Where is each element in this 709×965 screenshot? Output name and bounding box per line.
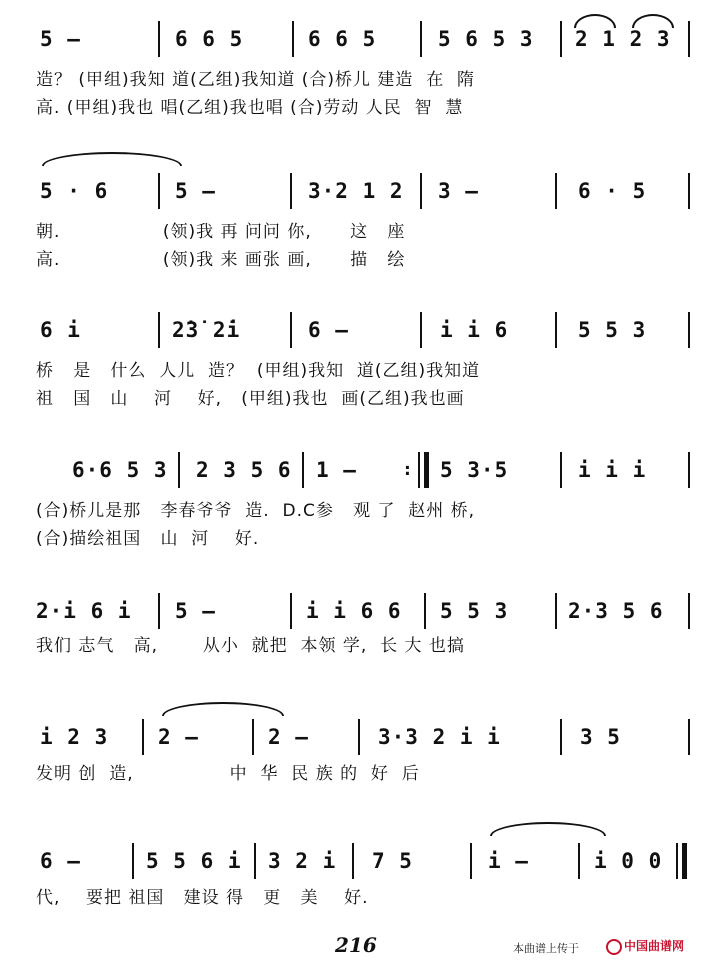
barline xyxy=(290,312,292,348)
measure: i 0 0 xyxy=(594,849,663,873)
measure: i i 6 xyxy=(440,318,509,342)
measure: 3 2 i xyxy=(268,849,337,873)
measure: 3 5 xyxy=(580,725,621,749)
measure: 5 5 6 i xyxy=(146,849,242,873)
barline xyxy=(290,173,292,209)
lyric-line: 造？ (甲组)我知 道(乙组)我知道 (合)桥儿 建造 在 隋 xyxy=(36,70,476,90)
barline xyxy=(142,719,144,755)
barline xyxy=(470,843,472,879)
barline xyxy=(560,719,562,755)
measure: 3·2 1 2 xyxy=(308,179,404,203)
measure: i i i xyxy=(578,458,647,482)
slur xyxy=(490,822,606,836)
measure: 2̇3̇ 2̇i xyxy=(172,318,241,342)
measure: 6 – xyxy=(308,318,349,342)
notes-row xyxy=(0,455,709,485)
upload-credit: 本曲谱上传于 xyxy=(513,942,579,955)
site-logo[interactable] xyxy=(606,937,684,955)
measure: 2 – xyxy=(268,725,309,749)
lyric-line: 高. (甲组)我也 唱(乙组)我也唱 (合)劳动 人民 智 慧 xyxy=(36,98,464,118)
repeat-sign: : xyxy=(402,459,413,480)
barline xyxy=(688,719,690,755)
lyric-line: 我们 志气 高, 从小 就把 本领 学, 长 大 也搞 xyxy=(36,636,465,656)
barline xyxy=(555,593,557,629)
barline xyxy=(290,593,292,629)
barline xyxy=(578,843,580,879)
barline xyxy=(688,593,690,629)
barline xyxy=(420,173,422,209)
measure: 3 – xyxy=(438,179,479,203)
barline xyxy=(252,719,254,755)
notes-row xyxy=(0,315,709,345)
measure: 5 – xyxy=(175,179,216,203)
lyric-line: 桥 是 什么 人儿 造？ (甲组)我知 道(乙组)我知道 xyxy=(36,361,481,381)
notes-row xyxy=(0,846,709,876)
barline xyxy=(158,21,160,57)
repeat-barline xyxy=(424,452,429,488)
measure: 5 – xyxy=(175,599,216,623)
lyric-line: 发明 创 造, 中 华 民 族 的 好 后 xyxy=(36,764,420,784)
barline xyxy=(688,452,690,488)
notes-row xyxy=(0,722,709,752)
barline xyxy=(302,452,304,488)
measure: 5 6 5 3 xyxy=(438,27,534,51)
barline xyxy=(292,21,294,57)
measure: 2·3 5 6 xyxy=(568,599,664,623)
barline xyxy=(688,312,690,348)
barline xyxy=(132,843,134,879)
barline xyxy=(358,719,360,755)
lyric-line: 祖 国 山 河 好, (甲组)我也 画(乙组)我也画 xyxy=(36,389,465,409)
barline xyxy=(555,173,557,209)
notes-row xyxy=(0,176,709,206)
lyric-line: 高. (领)我 来 画张 画, 描 绘 xyxy=(36,250,406,270)
lyric-line: (合)描绘祖国 山 河 好. xyxy=(36,529,260,549)
barline xyxy=(688,173,690,209)
measure: i – xyxy=(488,849,529,873)
measure: i 2 3 xyxy=(40,725,109,749)
slur xyxy=(42,152,182,166)
measure: 6 – xyxy=(40,849,81,873)
barline xyxy=(418,452,420,488)
barline xyxy=(420,21,422,57)
lyric-line: 朝. (领)我 再 问问 你, 这 座 xyxy=(36,222,406,242)
barline xyxy=(555,312,557,348)
barline xyxy=(424,593,426,629)
measure: i i 6 6 xyxy=(306,599,402,623)
measure: 6·6 5 3 xyxy=(72,458,168,482)
page-number: 216 xyxy=(335,933,377,957)
measure: 6 · 5 xyxy=(578,179,647,203)
barline xyxy=(688,21,690,57)
measure: 2 3 5 6 xyxy=(196,458,292,482)
barline xyxy=(254,843,256,879)
measure: 2·i 6 i xyxy=(36,599,132,623)
barline xyxy=(560,452,562,488)
logo-icon xyxy=(606,939,622,955)
site-name: 中国曲谱网 xyxy=(624,939,685,953)
measure: 6 i xyxy=(40,318,81,342)
notes-row xyxy=(0,24,709,54)
lyric-line: 代, 要把 祖国 建设 得 更 美 好. xyxy=(36,888,369,908)
barline xyxy=(420,312,422,348)
measure: 2 1 2 3 xyxy=(575,27,671,51)
slur xyxy=(574,14,616,28)
barline xyxy=(178,452,180,488)
measure: 6 6 5 xyxy=(308,27,377,51)
measure: 5 3·5 xyxy=(440,458,509,482)
measure: 3·3 2 i i xyxy=(378,725,501,749)
barline xyxy=(158,312,160,348)
measure: 5 5 3 xyxy=(578,318,647,342)
final-barline xyxy=(682,843,687,879)
barline xyxy=(560,21,562,57)
barline xyxy=(158,173,160,209)
measure: 6 6 5 xyxy=(175,27,244,51)
slur xyxy=(162,702,284,716)
barline xyxy=(158,593,160,629)
barline xyxy=(676,843,678,879)
measure: 5 5 3 xyxy=(440,599,509,623)
measure: 7 5 xyxy=(372,849,413,873)
measure: 2 – xyxy=(158,725,199,749)
measure: 1 – xyxy=(316,458,357,482)
measure: 5 · 6 xyxy=(40,179,109,203)
notes-row xyxy=(0,596,709,626)
lyric-line: (合)桥儿是那 李春爷爷 造. D.C参 观 了 赵州 桥, xyxy=(36,501,476,521)
slur xyxy=(632,14,674,28)
barline xyxy=(352,843,354,879)
measure: 5 – xyxy=(40,27,81,51)
